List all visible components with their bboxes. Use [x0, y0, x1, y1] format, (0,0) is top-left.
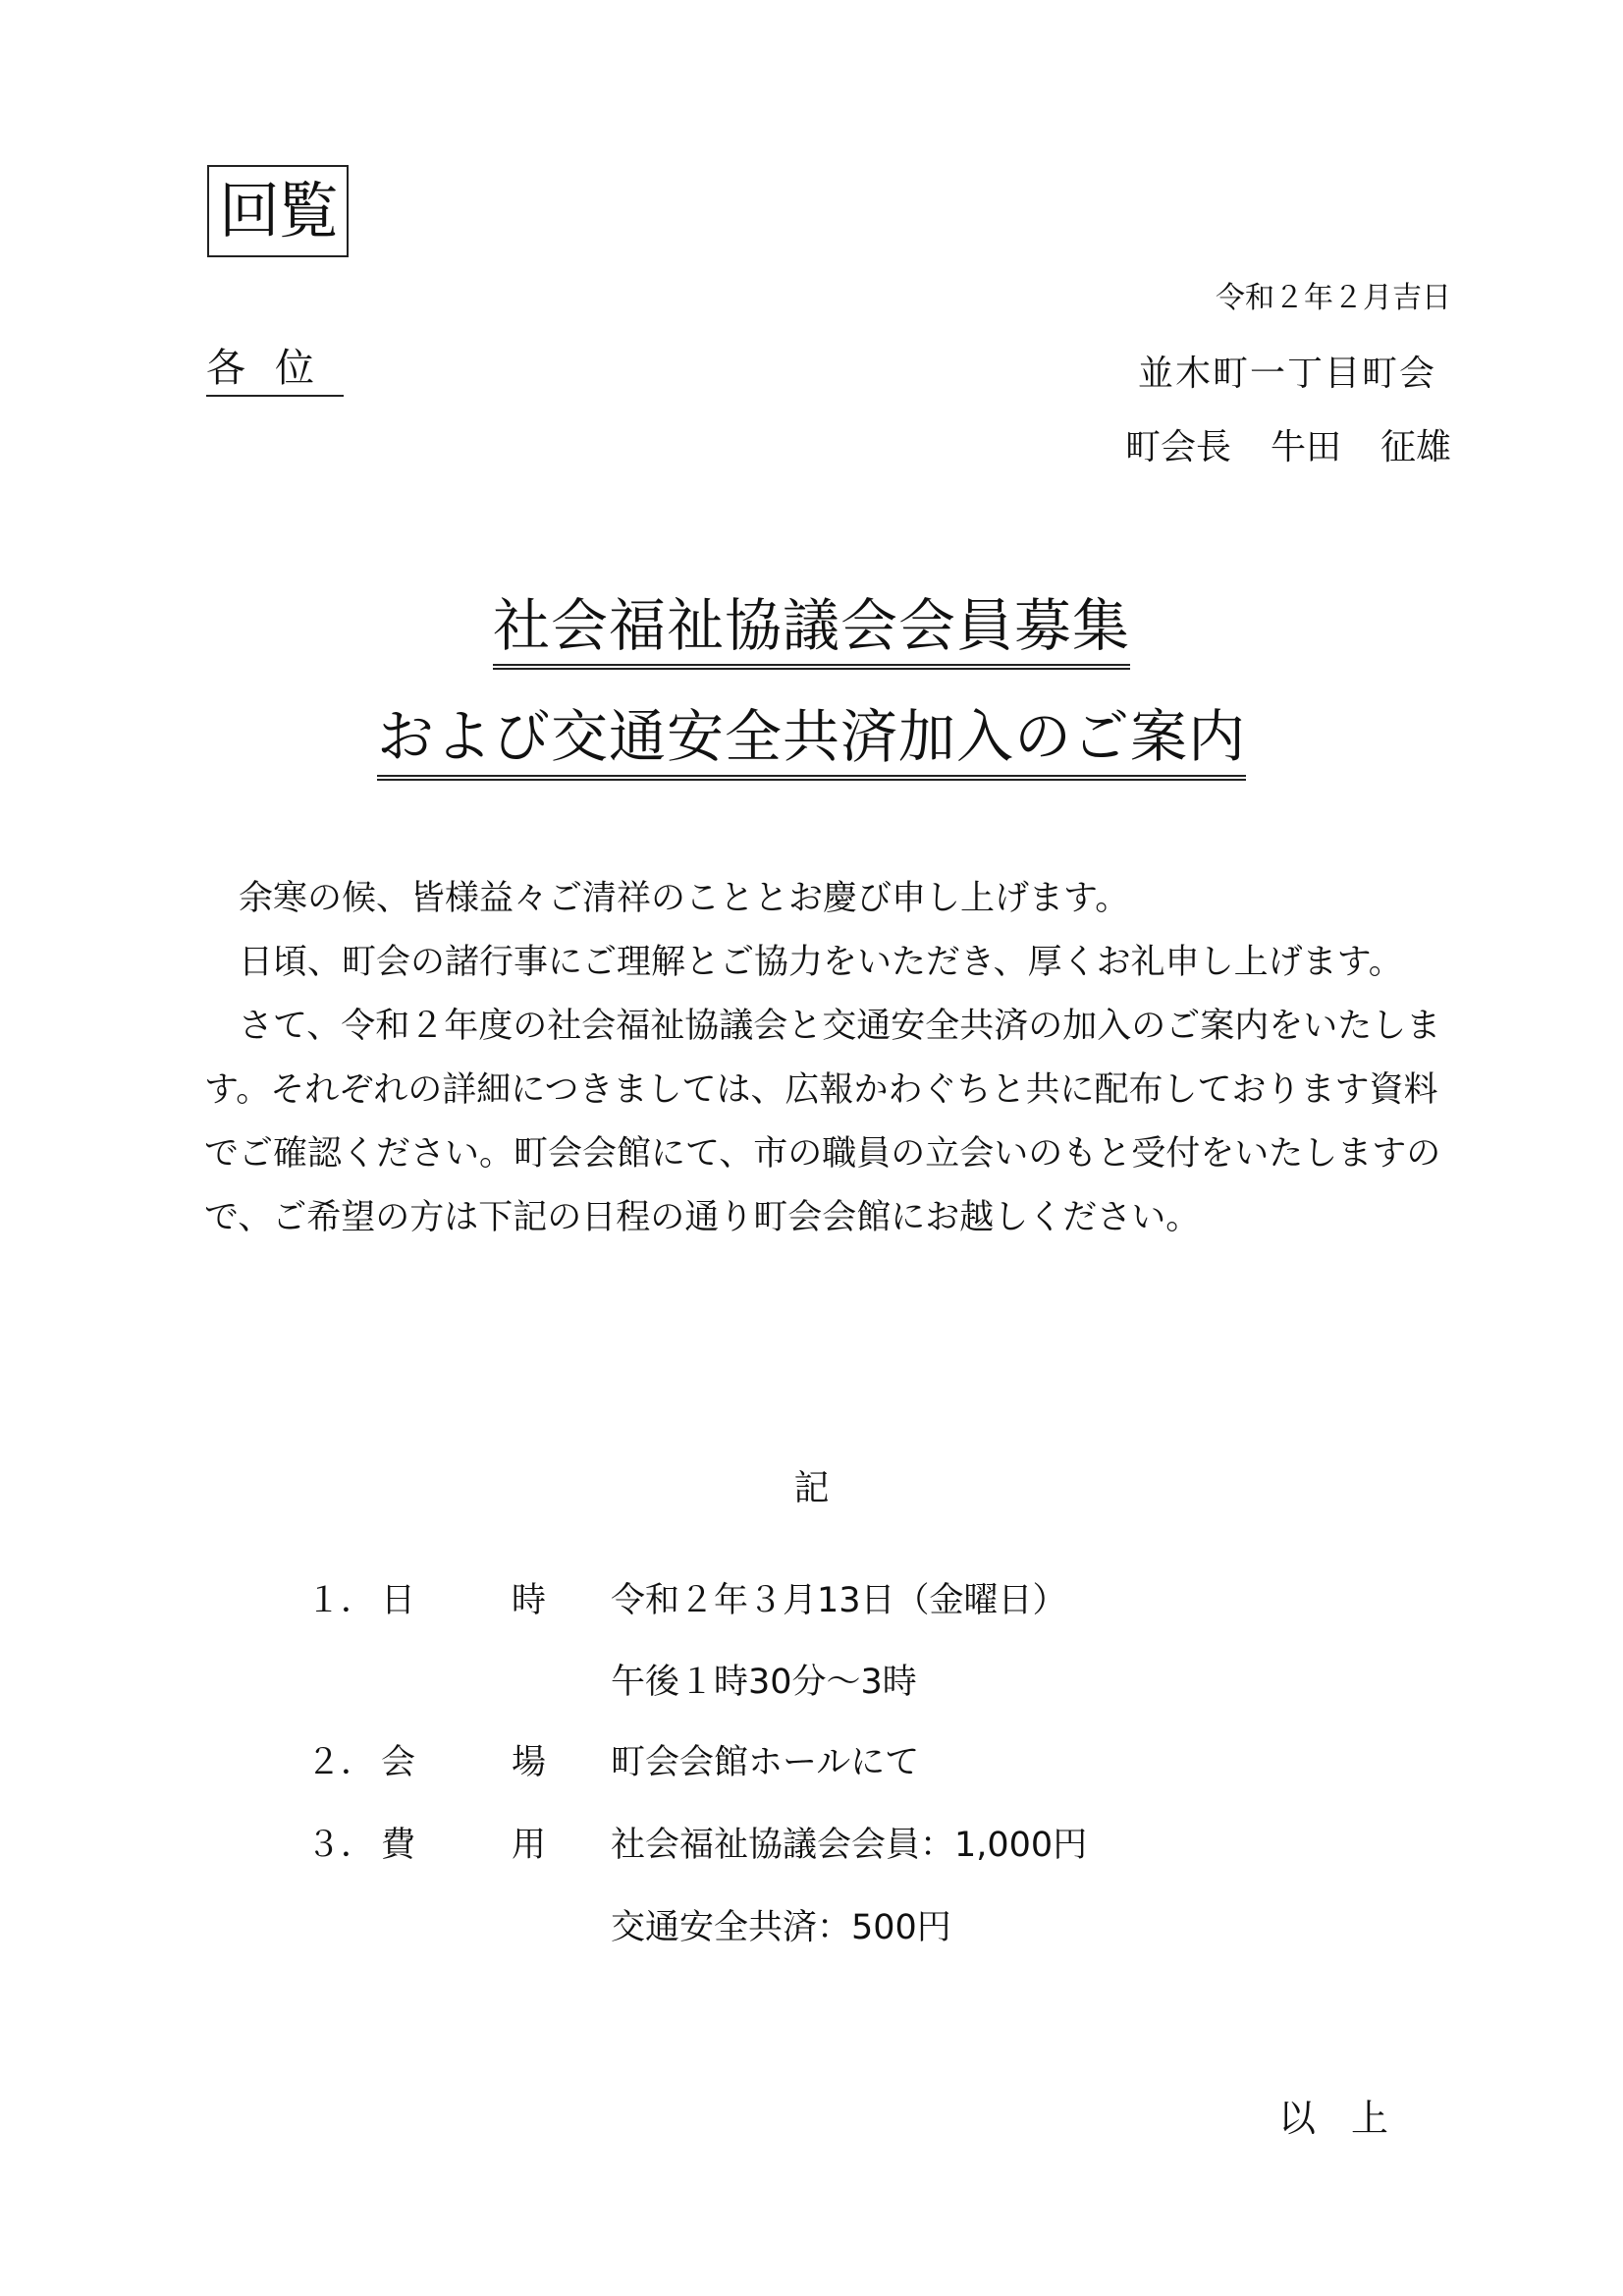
chair-title: 町会長	[1124, 427, 1231, 467]
item-label: 日時	[381, 1581, 643, 1620]
addressee: 各位	[206, 337, 344, 397]
item-number: ２．	[306, 1743, 376, 1782]
item-value: 令和２年３月13日（金曜日）	[611, 1581, 1067, 1620]
circulation-stamp: 回覧	[207, 165, 349, 257]
item-value: 午後１時30分～3時	[611, 1663, 917, 1702]
title-line-1	[0, 579, 1623, 670]
issue-date: 令和２年２月吉日	[1216, 281, 1451, 315]
title-line-2	[0, 690, 1623, 781]
item-value: 町会会館ホールにて	[611, 1743, 920, 1782]
organization-name: 並木町一丁目町会	[1137, 354, 1436, 394]
closing-mark: 以上	[1277, 2097, 1424, 2140]
item-value: 交通安全共済：500円	[611, 1908, 951, 1947]
body-paragraph: さて、令和２年度の社会福祉協議会と交通安全共済の加入のご案内をいたします。それぞれの詳細につきましては、広報かわぐちと共に配布しております資料でご確認ください。町会会館にて、市の職員の立会いのもと受付をいたしますので、ご希望の方は下記の日程の通り町会会館にお越しください。	[204, 1007, 1441, 1237]
item-label: 費用	[381, 1826, 643, 1865]
ki-heading: 記	[793, 1468, 830, 1508]
title-text-2: および交通安全共済加入のご案内	[377, 690, 1246, 781]
item-number: ３．	[306, 1826, 376, 1865]
item-value: 社会福祉協議会会員：1,000円	[611, 1826, 1088, 1865]
chair-given-name: 征雄	[1380, 427, 1451, 467]
body-text	[204, 867, 1451, 1250]
chair-surname: 牛田	[1270, 427, 1341, 467]
body-paragraph: 余寒の候、皆様益々ご清祥のこととお慶び申し上げます。	[239, 879, 1130, 918]
item-number: １．	[306, 1581, 376, 1620]
body-paragraph: 日頃、町会の諸行事にご理解とご協力をいただき、厚くお礼申し上げます。	[239, 943, 1403, 982]
chair-signature	[1125, 419, 1451, 469]
title-text-1: 社会福祉協議会会員募集	[493, 579, 1130, 670]
item-label: 会場	[381, 1743, 643, 1782]
